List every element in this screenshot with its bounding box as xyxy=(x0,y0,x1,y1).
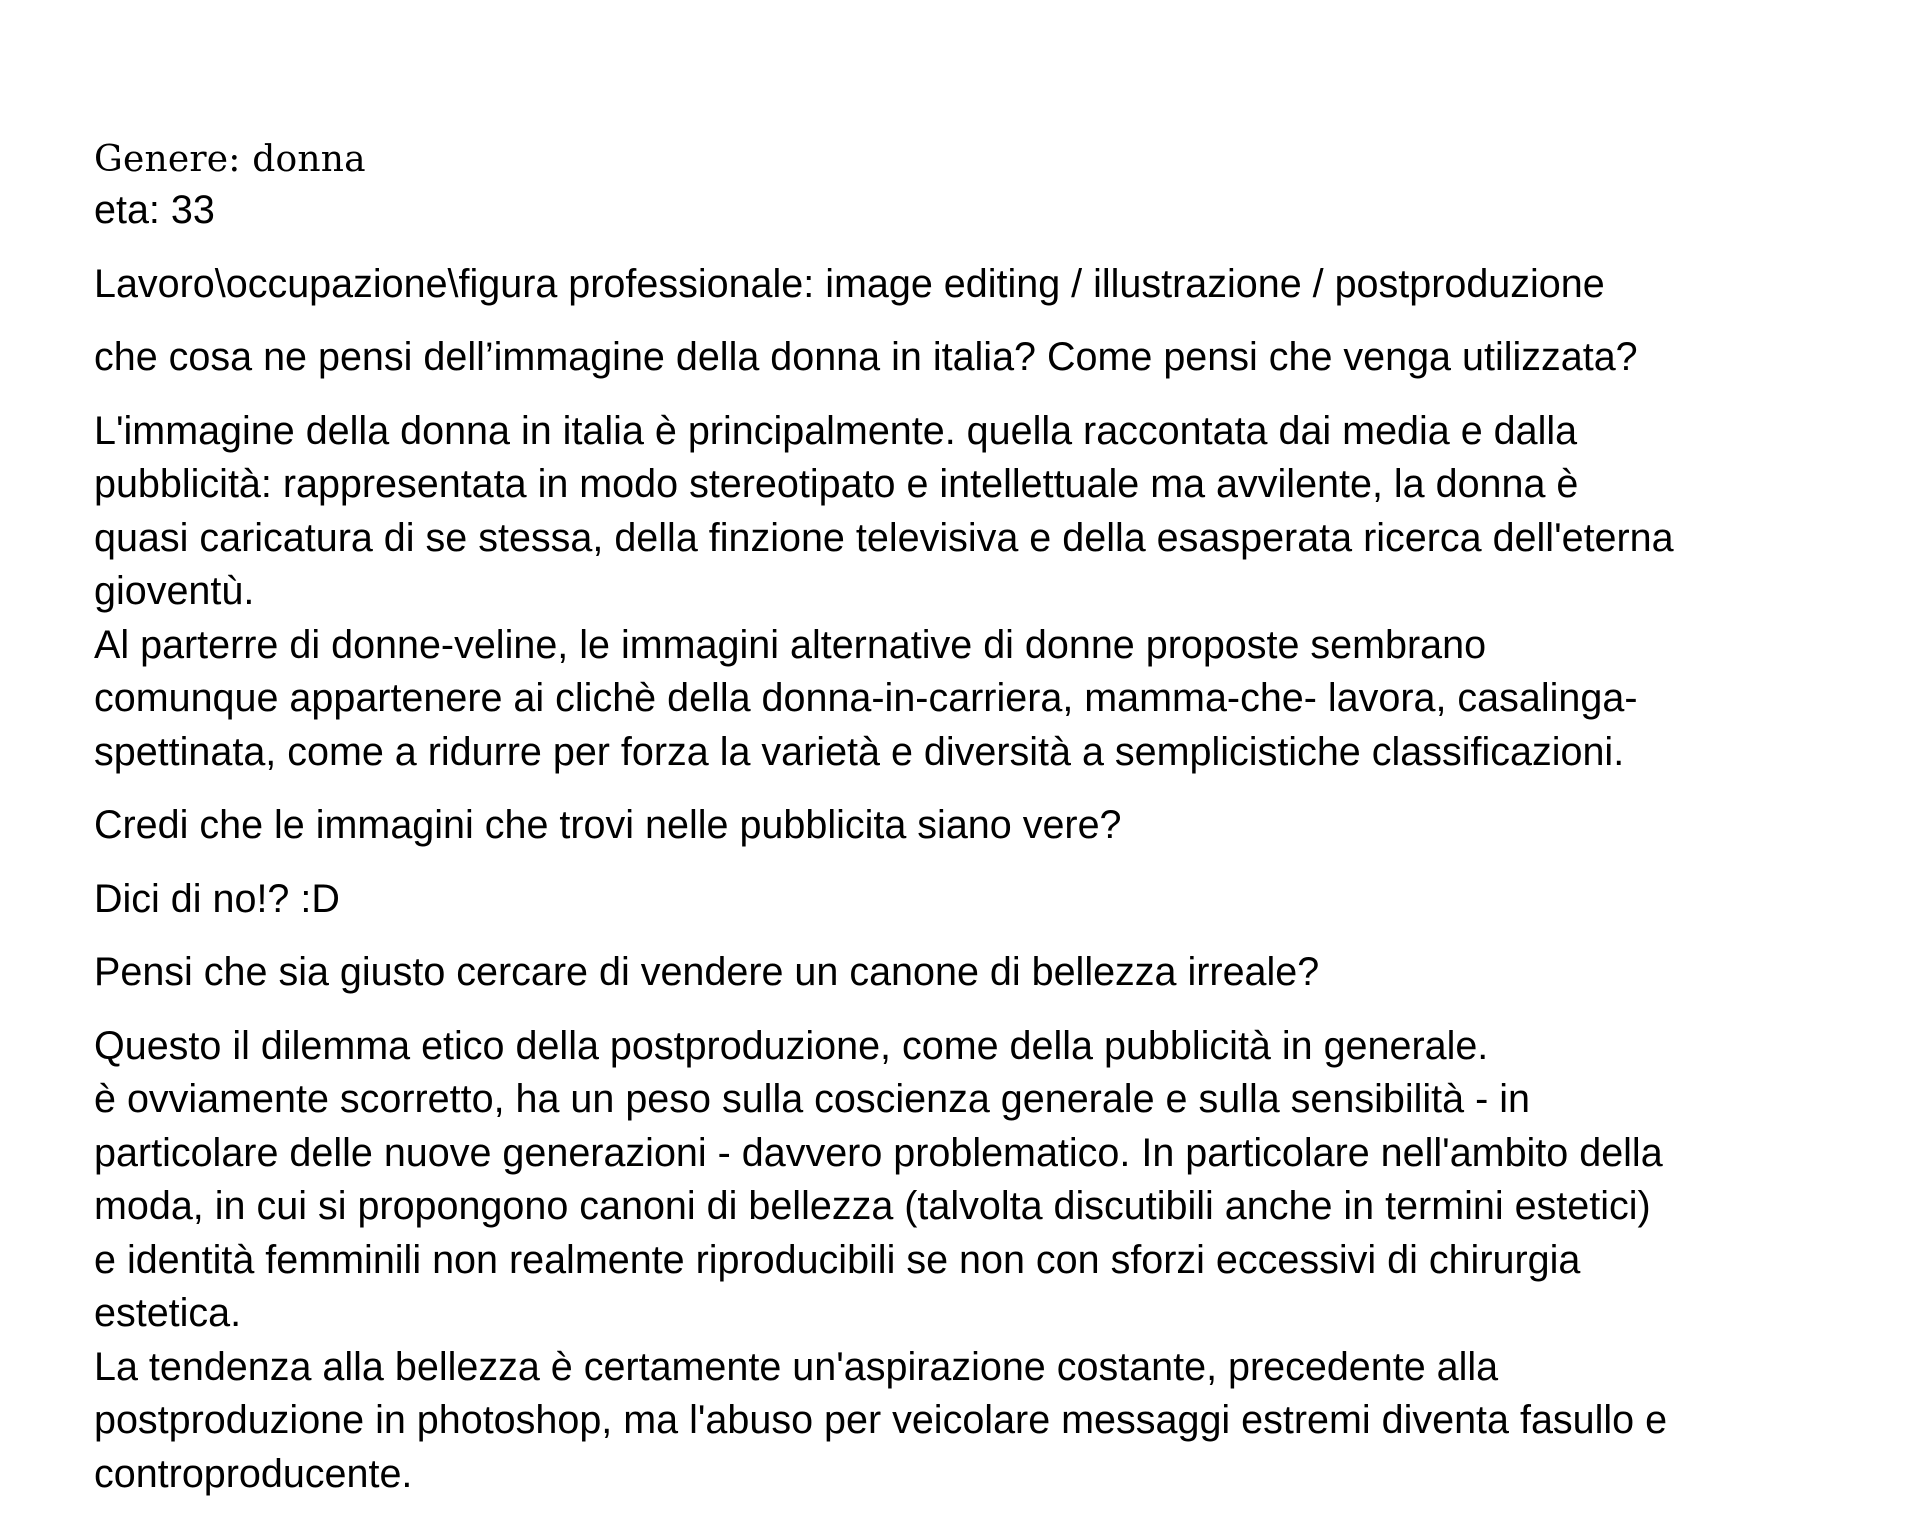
answer-3-line: estetica. xyxy=(94,1291,242,1335)
answer-2 xyxy=(94,873,1894,927)
answer-3-line: postproduzione in photoshop, ma l'abuso per veicolare messaggi estremi diventa fasullo e xyxy=(94,1398,1668,1442)
question-2: Credi che le immagini che trovi nelle pubblicita siano vere? xyxy=(94,803,1122,847)
answer-3-line: moda, in cui si propongono canoni di bellezza (talvolta discutibili anche in termini estetici) xyxy=(94,1184,1651,1228)
answer-3-line: controproducente. xyxy=(94,1451,413,1496)
answer-1-line: Al parterre di donne-veline, le immagini alternative di donne proposte sembrano xyxy=(94,622,1487,667)
answer-1-line: L'immagine della donna in italia è principalmente. quella raccontata dai media e dalla xyxy=(94,408,1578,453)
lavoro-field: Lavoro\occupazione\figura professionale: image editing / illustrazione / postproduzione xyxy=(94,261,1605,306)
answer-3-line: La tendenza alla bellezza è certamente un'aspirazione costante, precedente alla xyxy=(94,1344,1499,1389)
answer-2-line: Dici di no!? :D xyxy=(94,876,340,921)
answer-1-line: comunque appartenere ai clichè della donna-in-carriera, mamma-che- lavora, casalinga- xyxy=(94,676,1638,720)
answer-3 xyxy=(94,1020,1894,1502)
question-3: Pensi che sia giusto cercare di vendere un canone di bellezza irreale? xyxy=(94,950,1320,994)
answer-3-line: particolare delle nuove generazioni - davvero problematico. In particolare nell'ambito della xyxy=(94,1130,1663,1175)
answer-1 xyxy=(94,405,1894,780)
answer-1-line: gioventù. xyxy=(94,569,255,613)
answer-3-line: e identità femminili non realmente riproducibili se non con sforzi eccessivi di chirurgia xyxy=(94,1237,1581,1282)
answer-1-line: pubblicità: rappresentata in modo stereotipato e intellettuale ma avvilente, la donna è xyxy=(94,462,1579,506)
document-page xyxy=(94,136,1894,1521)
answer-3-line: Questo il dilemma etico della postproduzione, come della pubblicità in generale. xyxy=(94,1023,1489,1068)
genere-field: Genere: donna xyxy=(94,139,366,180)
eta-field: eta: 33 xyxy=(94,188,215,232)
answer-1-line: quasi caricatura di se stessa, della finzione televisiva e della esasperata ricerca dell'eterna xyxy=(94,515,1674,560)
answer-3-line: è ovviamente scorretto, ha un peso sulla coscienza generale e sulla sensibilità - in xyxy=(94,1077,1530,1121)
question-1: che cosa ne pensi dell’immagine della donna in italia? Come pensi che venga utilizzata? xyxy=(94,335,1638,379)
answer-1-line: spettinata, come a ridurre per forza la varietà e diversità a semplicistiche classificazioni. xyxy=(94,729,1625,774)
